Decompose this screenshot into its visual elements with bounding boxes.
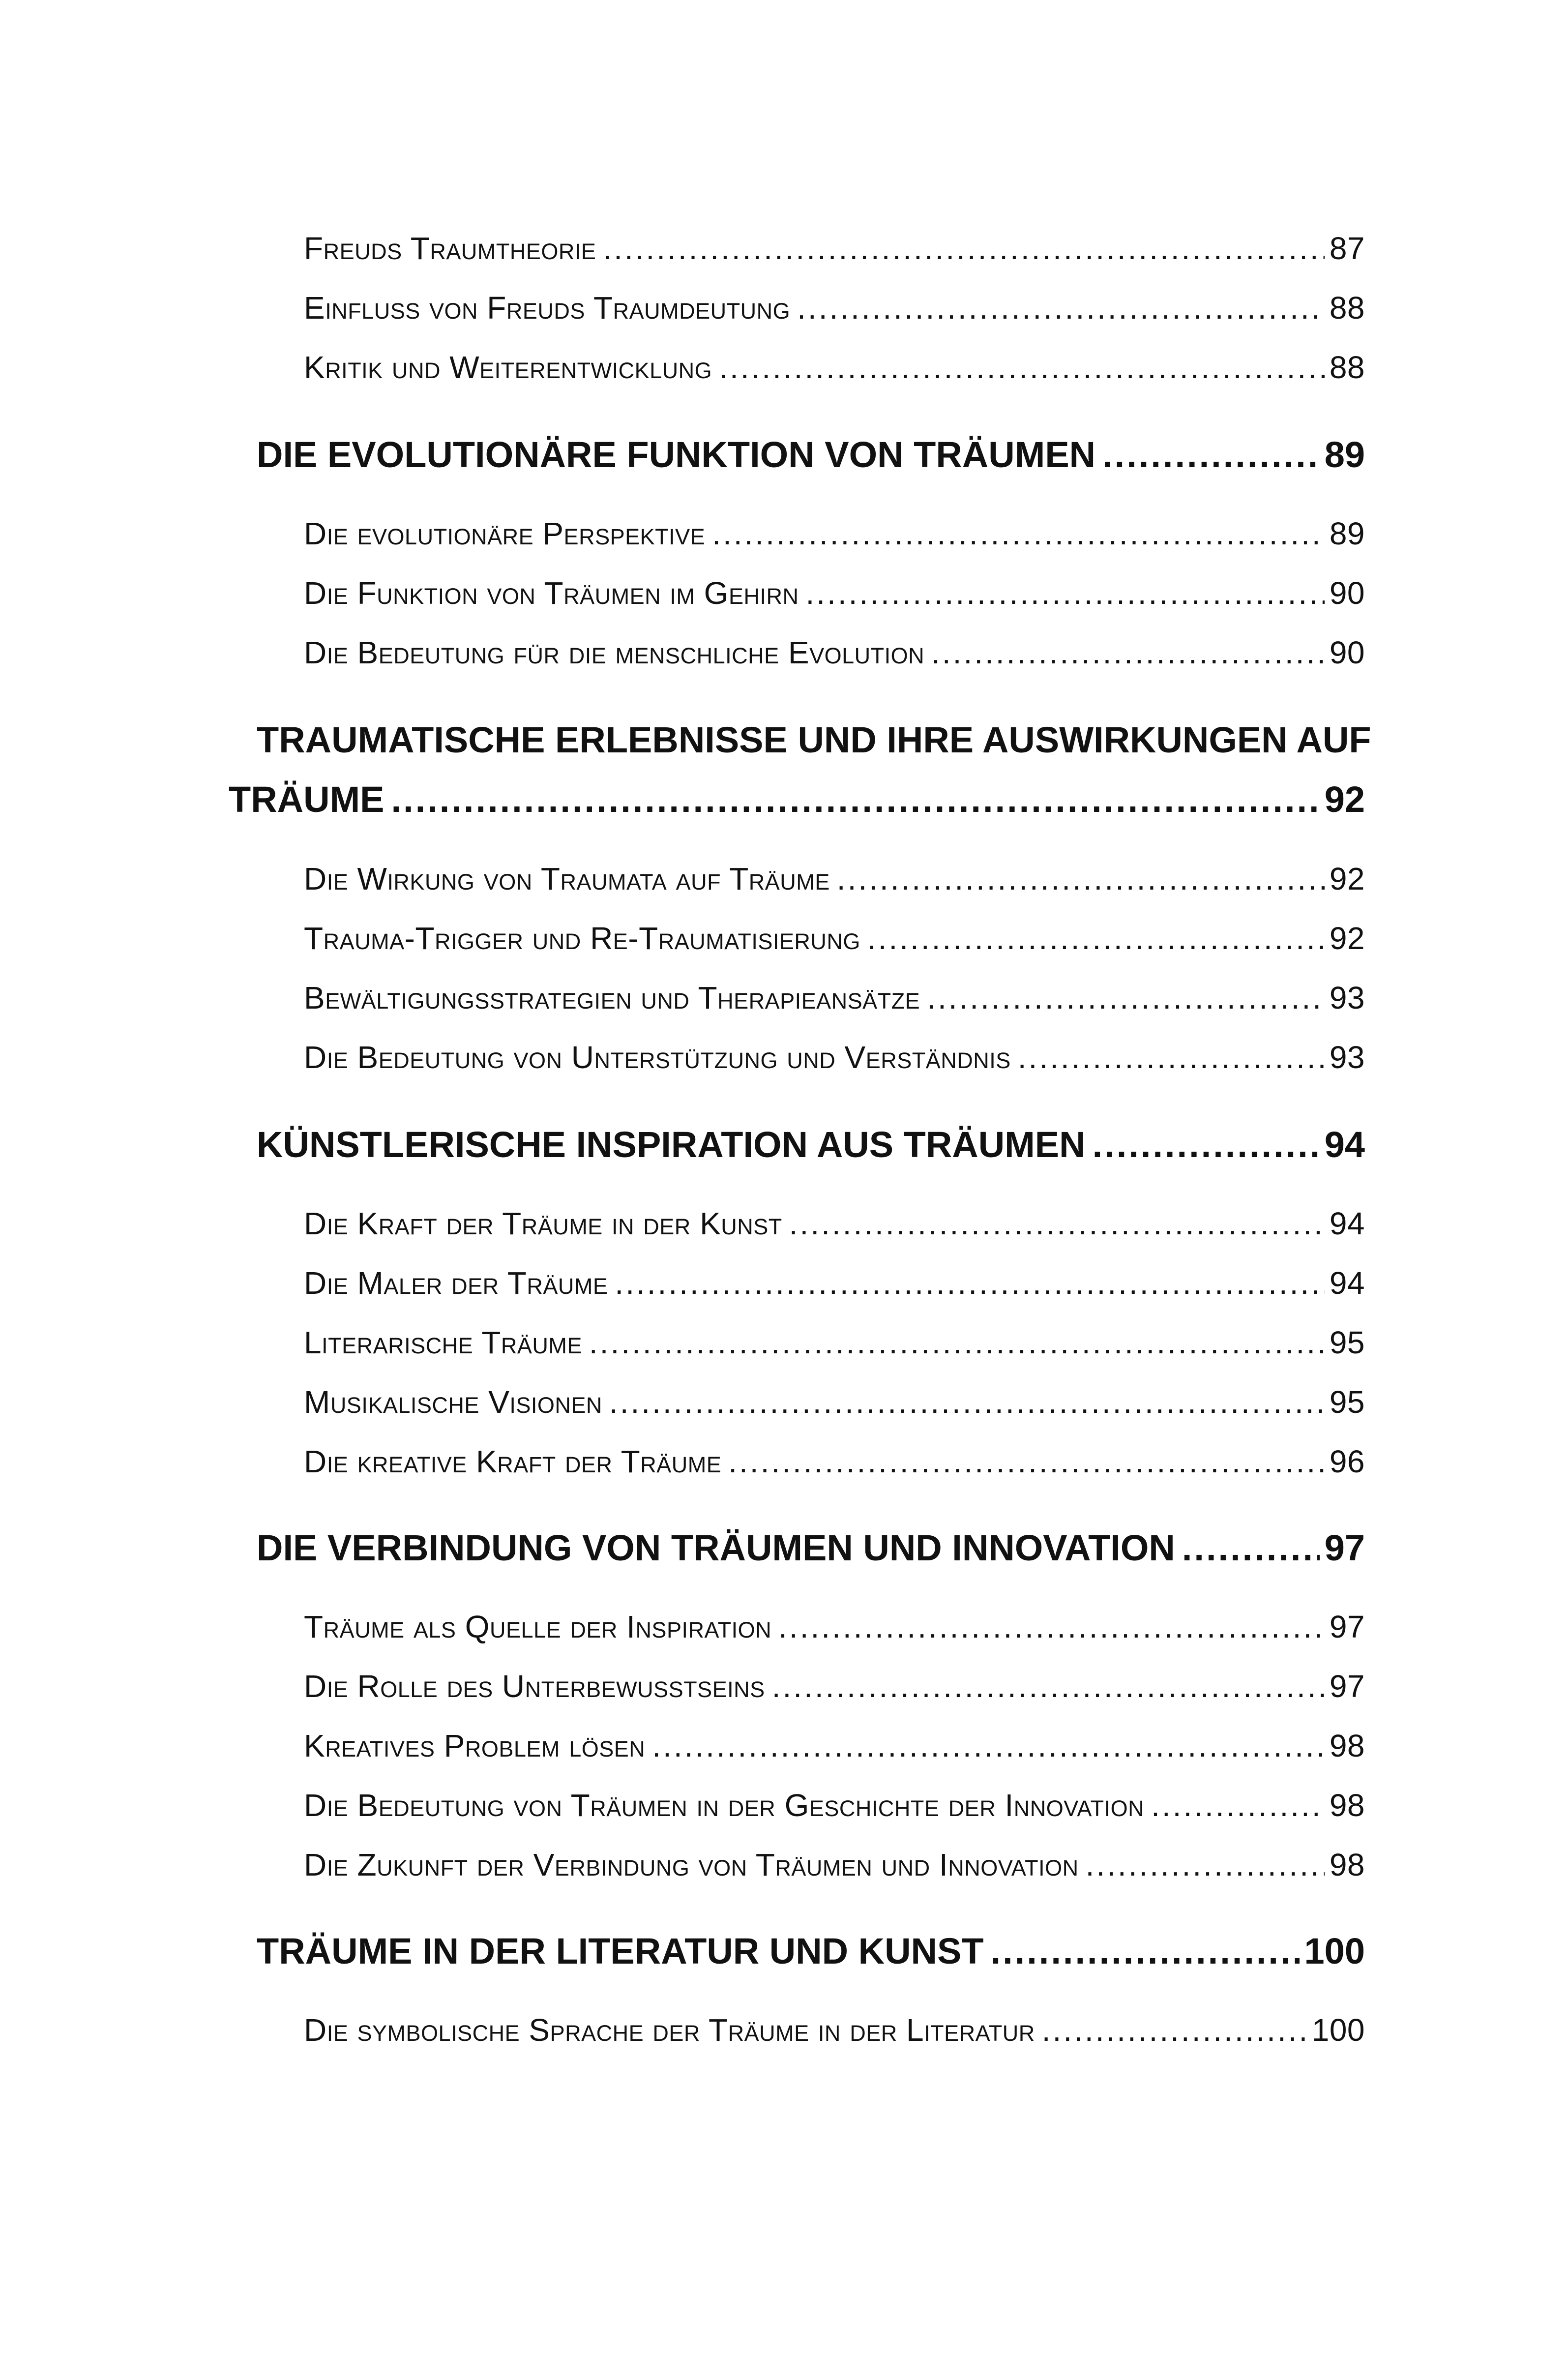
toc-entry-page: 89: [1329, 516, 1365, 551]
toc-entry-page: 98: [1329, 1728, 1365, 1763]
toc-leader-dots: [867, 920, 1325, 956]
toc-entry-subsection[interactable]: [304, 634, 1365, 671]
toc-entry-page: 88: [1329, 290, 1365, 326]
toc-leader-dots: [927, 980, 1325, 1016]
toc-entry-subsection[interactable]: [304, 1443, 1365, 1480]
toc-entry-subsection[interactable]: [304, 290, 1365, 326]
toc-leader-dots: [589, 1324, 1325, 1361]
toc-entry-chapter[interactable]: [257, 1930, 1365, 1972]
toc-leader-dots: [1102, 434, 1320, 476]
toc-leader-dots: [609, 1384, 1325, 1420]
toc-entry-subsection[interactable]: [304, 1205, 1365, 1242]
toc-entry-title: Die Zukunft der Verbindung von Träumen und Innovation: [304, 1847, 1079, 1882]
toc-entry-title: Einfluss von Freuds Traumdeutung: [304, 290, 791, 326]
toc-chapter-title: DIE VERBINDUNG VON TRÄUMEN UND INNOVATION: [257, 1527, 1175, 1568]
toc-entry-title: Die kreative Kraft der Träume: [304, 1444, 722, 1479]
toc-leader-dots: [391, 778, 1320, 820]
toc-chapter-title-continued: TRÄUME: [229, 779, 385, 820]
toc-entry-page: 94: [1329, 1206, 1365, 1241]
toc-entry-title: Die Kraft der Träume in der Kunst: [304, 1206, 782, 1241]
toc-entry-page: 92: [1329, 921, 1365, 956]
toc-entry-subsection[interactable]: [304, 1265, 1365, 1301]
toc-entry-page: 90: [1329, 635, 1365, 670]
toc-entry-subsection[interactable]: [304, 230, 1365, 267]
toc-entry-page: 93: [1329, 1040, 1365, 1075]
toc-entry-page: 97: [1329, 1609, 1365, 1644]
toc-leader-dots: [728, 1443, 1325, 1480]
toc-leader-dots: [1018, 1039, 1325, 1075]
toc-entry-title: Musikalische Visionen: [304, 1384, 602, 1420]
toc-entry-page: 92: [1329, 861, 1365, 896]
toc-leader-dots: [603, 230, 1324, 267]
toc-chapter-page: 89: [1324, 434, 1365, 475]
toc-chapter-title: DIE EVOLUTIONÄRE FUNKTION VON TRÄUMEN: [257, 434, 1096, 475]
toc-leader-dots: [1086, 1847, 1325, 1883]
toc-entry-subsection[interactable]: [304, 2012, 1365, 2048]
toc-entry-page: 97: [1329, 1669, 1365, 1704]
toc-entry-page: 98: [1329, 1788, 1365, 1823]
toc-entry-subsection[interactable]: [304, 1787, 1365, 1823]
toc-leader-dots: [615, 1265, 1324, 1301]
toc-entry-page: 95: [1329, 1384, 1365, 1420]
toc-entry-subsection[interactable]: [304, 1609, 1365, 1645]
toc-entry-subsection[interactable]: [304, 1728, 1365, 1764]
toc-entry-page: 95: [1329, 1325, 1365, 1360]
toc-entry-title: Die Funktion von Träumen im Gehirn: [304, 575, 799, 611]
toc-entry-page: 90: [1329, 575, 1365, 611]
toc-entry-title: Die Bedeutung für die menschliche Evolution: [304, 635, 925, 670]
toc-entry-title: Die Maler der Träume: [304, 1265, 608, 1301]
toc-entry-chapter[interactable]: [257, 1527, 1365, 1569]
toc-entry-title: Die Rolle des Unterbewusstseins: [304, 1669, 765, 1704]
toc-entry-title: Kreatives Problem lösen: [304, 1728, 646, 1763]
toc-entry-title: Die symbolische Sprache der Träume in der Literatur: [304, 2012, 1035, 2048]
toc-chapter-page: 92: [1324, 779, 1365, 820]
toc-leader-dots: [712, 515, 1325, 552]
toc-entry-title: Kritik und Weiterentwicklung: [304, 350, 712, 385]
toc-entry-title: Literarische Träume: [304, 1325, 582, 1360]
toc-entry-subsection[interactable]: [304, 349, 1365, 386]
toc-entry-page: 94: [1329, 1265, 1365, 1301]
toc-chapter-title: TRÄUME IN DER LITERATUR UND KUNST: [257, 1931, 984, 1971]
toc-leader-dots: [1182, 1527, 1320, 1569]
toc-entry-page: 98: [1329, 1847, 1365, 1882]
toc-leader-dots: [797, 290, 1325, 326]
toc-entry-page: 96: [1329, 1444, 1365, 1479]
toc-entry-subsection[interactable]: [304, 575, 1365, 611]
toc-chapter-title: KÜNSTLERISCHE INSPIRATION AUS TRÄUMEN: [257, 1124, 1086, 1165]
toc-entry-page: 100: [1311, 2012, 1365, 2048]
toc-entry-title: Die Bedeutung von Träumen in der Geschichte der Innovation: [304, 1788, 1145, 1823]
toc-entry-chapter[interactable]: [257, 1124, 1365, 1165]
toc-leader-dots: [991, 1930, 1300, 1972]
toc-entry-subsection[interactable]: [304, 1847, 1365, 1883]
toc-leader-dots: [805, 575, 1324, 611]
toc-entry-title: Träume als Quelle der Inspiration: [304, 1609, 772, 1644]
toc-entry-page: 93: [1329, 980, 1365, 1015]
toc-leader-dots: [1151, 1787, 1325, 1823]
toc-chapter-page: 97: [1324, 1527, 1365, 1568]
toc-entry-subsection[interactable]: [304, 1384, 1365, 1420]
toc-entry-subsection[interactable]: [304, 920, 1365, 956]
toc-entry-subsection[interactable]: [304, 980, 1365, 1016]
toc-entry-page: 88: [1329, 350, 1365, 385]
toc-entry-subsection[interactable]: [304, 1324, 1365, 1361]
toc-entry-title: Freuds Traumtheorie: [304, 231, 596, 266]
toc-leader-dots: [772, 1668, 1325, 1704]
toc-leader-dots: [652, 1728, 1325, 1764]
toc-leader-dots: [789, 1205, 1325, 1242]
toc-entry-subsection[interactable]: [304, 515, 1365, 552]
toc-chapter-title: TRAUMATISCHE ERLEBNISSE UND IHRE AUSWIRKUNGEN AUF: [257, 719, 1371, 760]
toc-leader-dots: [837, 861, 1325, 897]
toc-entry-chapter[interactable]: [257, 434, 1365, 476]
toc-entry-page: 87: [1329, 231, 1365, 266]
toc-leader-dots: [1042, 2012, 1307, 2048]
toc-entry-title: Trauma-Trigger und Re-Traumatisierung: [304, 921, 860, 956]
toc-leader-dots: [778, 1609, 1325, 1645]
toc-entry-subsection[interactable]: [304, 1668, 1365, 1704]
toc-entry-chapter[interactable]: [257, 719, 1371, 761]
toc-entry-title: Die Wirkung von Traumata auf Träume: [304, 861, 830, 896]
toc-leader-dots: [1093, 1124, 1320, 1165]
toc-entry-title: Bewältigungsstrategien und Therapieansätze: [304, 980, 920, 1015]
toc-entry-subsection[interactable]: [304, 1039, 1365, 1075]
toc-chapter-page: 100: [1304, 1931, 1365, 1971]
toc-chapter-page: 94: [1324, 1124, 1365, 1165]
toc-entry-title: Die Bedeutung von Unterstützung und Verständnis: [304, 1040, 1011, 1075]
toc-entry-title: Die evolutionäre Perspektive: [304, 516, 706, 551]
toc-leader-dots: [719, 349, 1325, 386]
toc-entry-chapter-continued[interactable]: [229, 778, 1365, 820]
toc-entry-subsection[interactable]: [304, 861, 1365, 897]
toc-leader-dots: [931, 634, 1325, 671]
